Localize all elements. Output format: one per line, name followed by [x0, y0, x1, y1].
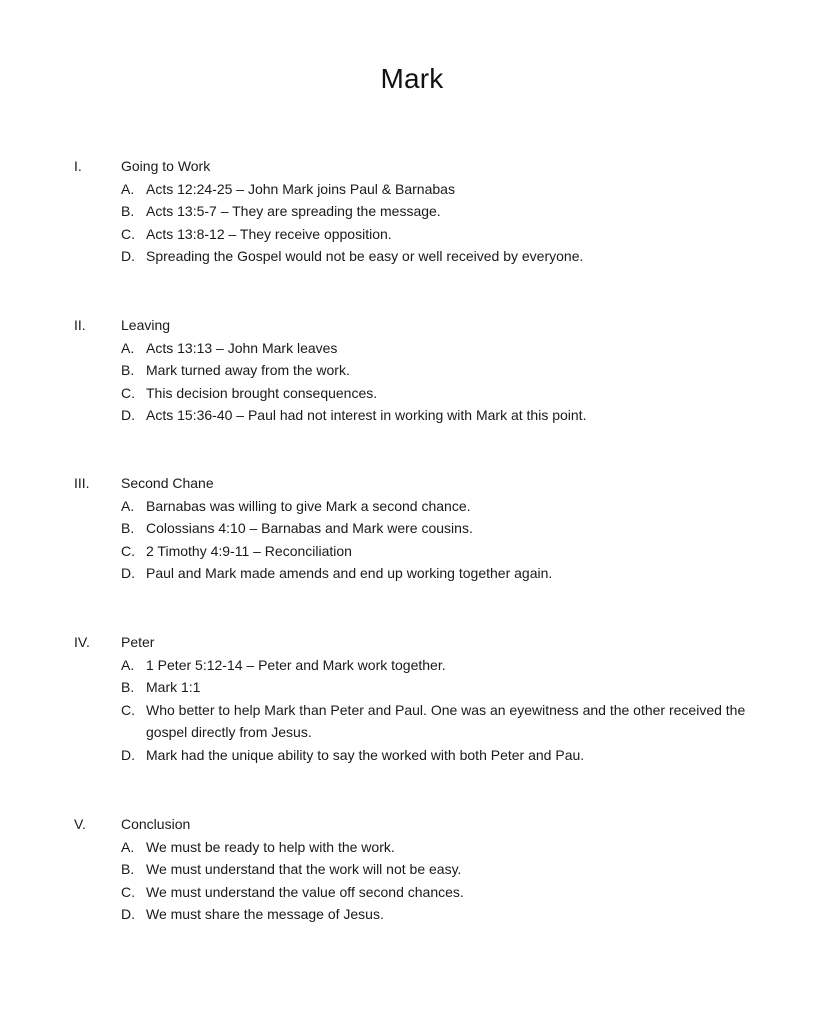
- section-heading: Conclusion: [121, 816, 191, 832]
- section-numeral: V.: [74, 816, 86, 832]
- outline-item: [0, 699, 824, 744]
- outline-item: [0, 200, 824, 223]
- item-text: We must share the message of Jesus.: [146, 906, 384, 923]
- item-text: Acts 13:5-7 – They are spreading the message.: [146, 203, 441, 220]
- outline-item: [0, 245, 824, 268]
- item-text: Mark turned away from the work.: [146, 362, 350, 379]
- item-text: We must be ready to help with the work.: [146, 838, 395, 855]
- outline-item: [0, 858, 824, 881]
- outline-item: [0, 382, 824, 405]
- section-item-list: [0, 178, 824, 268]
- item-letter: B.: [121, 362, 135, 379]
- section-item-list: [0, 836, 824, 926]
- item-letter: A.: [121, 339, 135, 356]
- item-text: Who better to help Mark than Peter and Paul. One was an eyewitness and the other received the gospel directly from Jesus.: [146, 701, 746, 741]
- section-item-list: [0, 337, 824, 427]
- item-text: Acts 13:8-12 – They receive opposition.: [146, 225, 392, 242]
- item-text: 2 Timothy 4:9-11 – Reconciliation: [146, 542, 352, 559]
- item-letter: A.: [121, 180, 135, 197]
- item-text: Spreading the Gospel would not be easy or well received by everyone.: [146, 248, 584, 265]
- section-item-list: [0, 495, 824, 585]
- outline-item: [0, 540, 824, 563]
- item-text: Colossians 4:10 – Barnabas and Mark were cousins.: [146, 520, 473, 537]
- outline-item: [0, 881, 824, 904]
- item-text: Acts 15:36-40 – Paul had not interest in working with Mark at this point.: [146, 407, 587, 424]
- section-heading: Going to Work: [121, 158, 211, 174]
- outline-item: [0, 654, 824, 677]
- item-letter: B.: [121, 861, 135, 878]
- item-text: Barnabas was willing to give Mark a second chance.: [146, 497, 471, 514]
- item-text: Paul and Mark made amends and end up working together again.: [146, 565, 553, 582]
- outline-item: [0, 562, 824, 585]
- outline-item: [0, 517, 824, 540]
- item-letter: C.: [121, 883, 135, 900]
- outline-item: [0, 359, 824, 382]
- item-letter: D.: [121, 906, 135, 923]
- item-letter: C.: [121, 225, 135, 242]
- item-text: Mark 1:1: [146, 679, 201, 696]
- item-letter: C.: [121, 701, 135, 718]
- item-text: Acts 12:24-25 – John Mark joins Paul & Barnabas: [146, 180, 455, 197]
- item-letter: D.: [121, 248, 135, 265]
- section-heading: Peter: [121, 634, 155, 650]
- item-text: Mark had the unique ability to say the worked with both Peter and Pau.: [146, 746, 585, 763]
- section-heading: Second Chane: [121, 475, 214, 491]
- item-text: 1 Peter 5:12-14 – Peter and Mark work together.: [146, 656, 446, 673]
- outline-item: [0, 903, 824, 926]
- item-text: Acts 13:13 – John Mark leaves: [146, 339, 338, 356]
- document-title: Mark: [380, 62, 444, 94]
- outline-item: [0, 223, 824, 246]
- item-letter: B.: [121, 203, 135, 220]
- item-letter: A.: [121, 838, 135, 855]
- outline-item: [0, 337, 824, 360]
- item-letter: B.: [121, 679, 135, 696]
- item-text: We must understand that the work will not be easy.: [146, 861, 462, 878]
- item-text: We must understand the value off second chances.: [146, 883, 464, 900]
- outline-item: [0, 836, 824, 859]
- item-letter: D.: [121, 407, 135, 424]
- outline-item: [0, 495, 824, 518]
- outline-item: [0, 676, 824, 699]
- outline-item: [0, 178, 824, 201]
- section-numeral: III.: [74, 475, 90, 491]
- item-letter: A.: [121, 656, 135, 673]
- section-numeral: IV.: [74, 634, 90, 650]
- outline-item: [0, 404, 824, 427]
- section-numeral: II.: [74, 317, 86, 333]
- item-text: This decision brought consequences.: [146, 384, 378, 401]
- item-letter: D.: [121, 746, 135, 763]
- outline-item: [0, 744, 824, 767]
- section-numeral: I.: [74, 158, 82, 174]
- item-letter: A.: [121, 497, 135, 514]
- section-item-list: [0, 654, 824, 767]
- item-letter: C.: [121, 542, 135, 559]
- item-letter: B.: [121, 520, 135, 537]
- section-heading: Leaving: [121, 317, 171, 333]
- item-letter: C.: [121, 384, 135, 401]
- item-letter: D.: [121, 565, 135, 582]
